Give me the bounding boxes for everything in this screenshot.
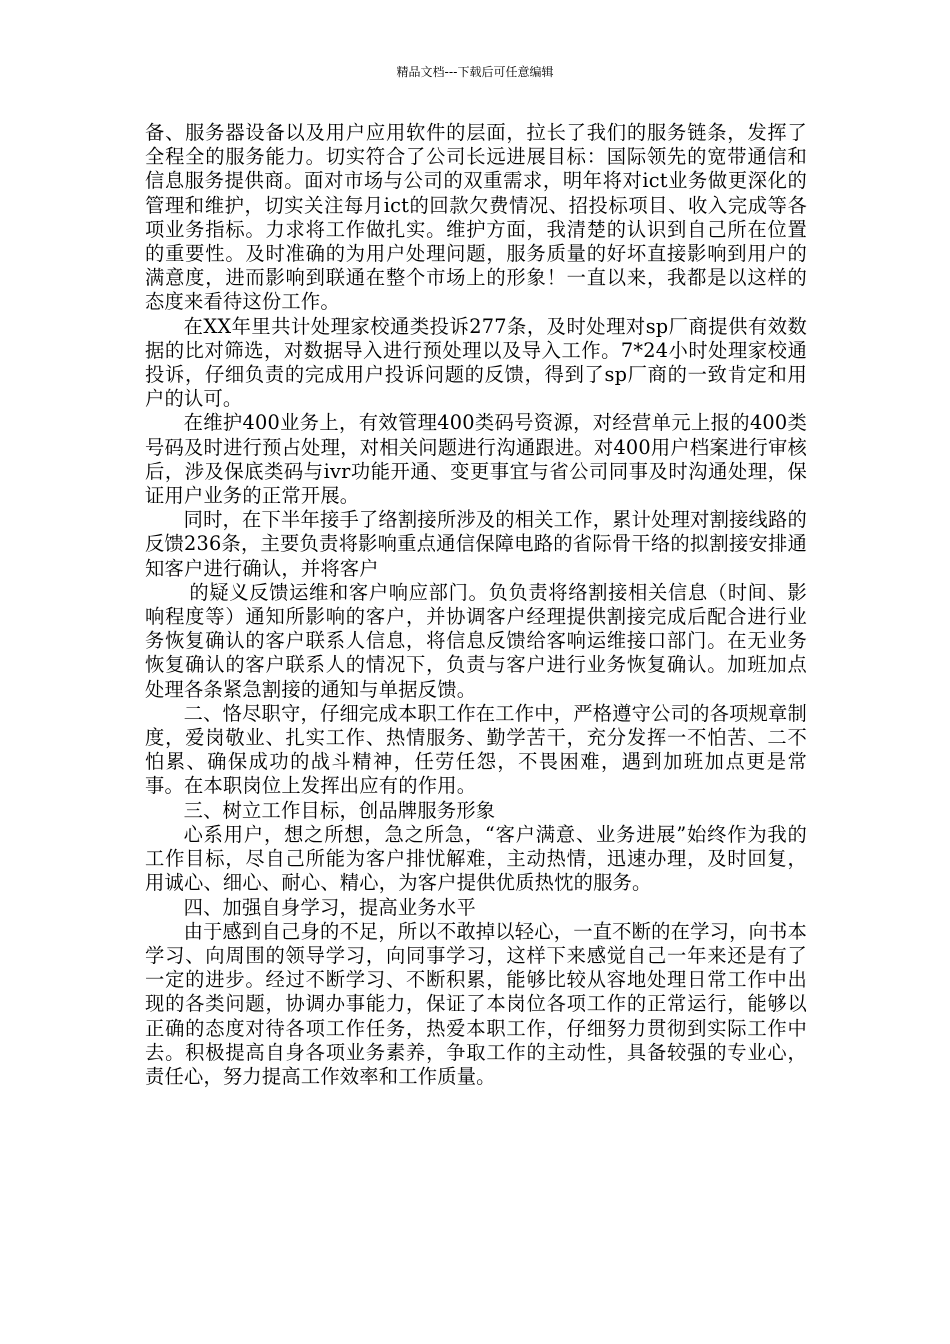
section-heading-three: 三、树立工作目标，创品牌服务形象 [183,798,496,822]
paragraph-cutover-feedback: 的疑义反馈运维和客户响应部门。负负责将络割接相关信息（时间、影响程度等）通知所影响的客户，并协调客户经理提供割接完成后配合进行业务恢复确认的客户联系人信息，将信息反馈给客响运维接口部门。在无业务恢复确认的客户联系人的情况下，负责与客户进行业务恢复确认。加班加点处理各条紧急割接的通知与单据反馈。 [145,580,807,701]
page-header: 精品文档---下载后可任意编辑 [396,65,554,79]
paragraph-400-business: 在维护400业务上，有效管理400类码号资源，对经营单元上报的400类号码及时进行预占处理，对相关问题进行沟通跟进。对400用户档案进行审核后，涉及保底类码与ivr功能开通、变更事宜与省公司同事及时沟通处理，保证用户业务的正常开展。 [145,411,807,508]
paragraph-customer-service: 心系用户，想之所想，急之所急，“客户满意、业务进展”始终作为我的工作目标，尽自己所能为客户排忧解难，主动热情，迅速办理，及时回复，用诚心、细心、耐心、精心，为客户提供优质热忱的服务。 [145,822,807,895]
paragraph-ict-business: 备、服务器设备以及用户应用软件的层面，拉长了我们的服务链条，发挥了全程全的服务能力。切实符合了公司长远进展目标：国际领先的宽带通信和信息服务提供商。面对市场与公司的双重需求，明年将对ict业务做更深化的管理和维护，切实关注每月ict的回款欠费情况、招投标项目、收入完成等各项业务指标。力求将工作做扎实。维护方面，我清楚的认识到自己所在位置的重要性。及时准确的为用户处理问题，服务质量的好坏直接影响到用户的满意度，进而影响到联通在整个市场上的形象！一直以来，我都是以这样的态度来看待这份工作。 [145,121,807,314]
section-heading-four: 四、加强自身学习，提高业务水平 [183,895,476,919]
paragraph-section-two: 二、恪尽职守，仔细完成本职工作在工作中，严格遵守公司的各项规章制度，爱岗敬业、扎实工作、热情服务、勤学苦干，充分发挥一不怕苦、二不怕累、确保成功的战斗精神，任劳任怨，不畏困难，遇到加班加点更是常事。在本职岗位上发挥出应有的作用。 [145,701,807,798]
paragraph-jiaxiaotong-complaints: 在XX年里共计处理家校通类投诉277条，及时处理对sp厂商提供有效数据的比对筛选，对数据导入进行预处理以及导入工作。7*24小时处理家校通投诉，仔细负责的完成用户投诉问题的反馈，得到了sp厂商的一致肯定和用户的认可。 [145,314,807,411]
document-body [145,121,807,1089]
paragraph-self-learning: 由于感到自己身的不足，所以不敢掉以轻心，一直不断的在学习，向书本学习、向周围的领导学习，向同事学习，这样下来感觉自己一年来还是有了一定的进步。经过不断学习、不断积累，能够比较从容地处理日常工作中出现的各类问题，协调办事能力，保证了本岗位各项工作的正常运行，能够以正确的态度对待各项工作任务，热爱本职工作，仔细努力贯彻到实际工作中去。积极提高自身各项业务素养，争取工作的主动性，具备较强的专业心，责任心，努力提高工作效率和工作质量。 [145,919,807,1088]
paragraph-network-cutover: 同时，在下半年接手了络割接所涉及的相关工作，累计处理对割接线路的反馈236条，主要负责将影响重点通信保障电路的省际骨干络的拟割接安排通知客户进行确认，并将客户 [145,508,807,580]
